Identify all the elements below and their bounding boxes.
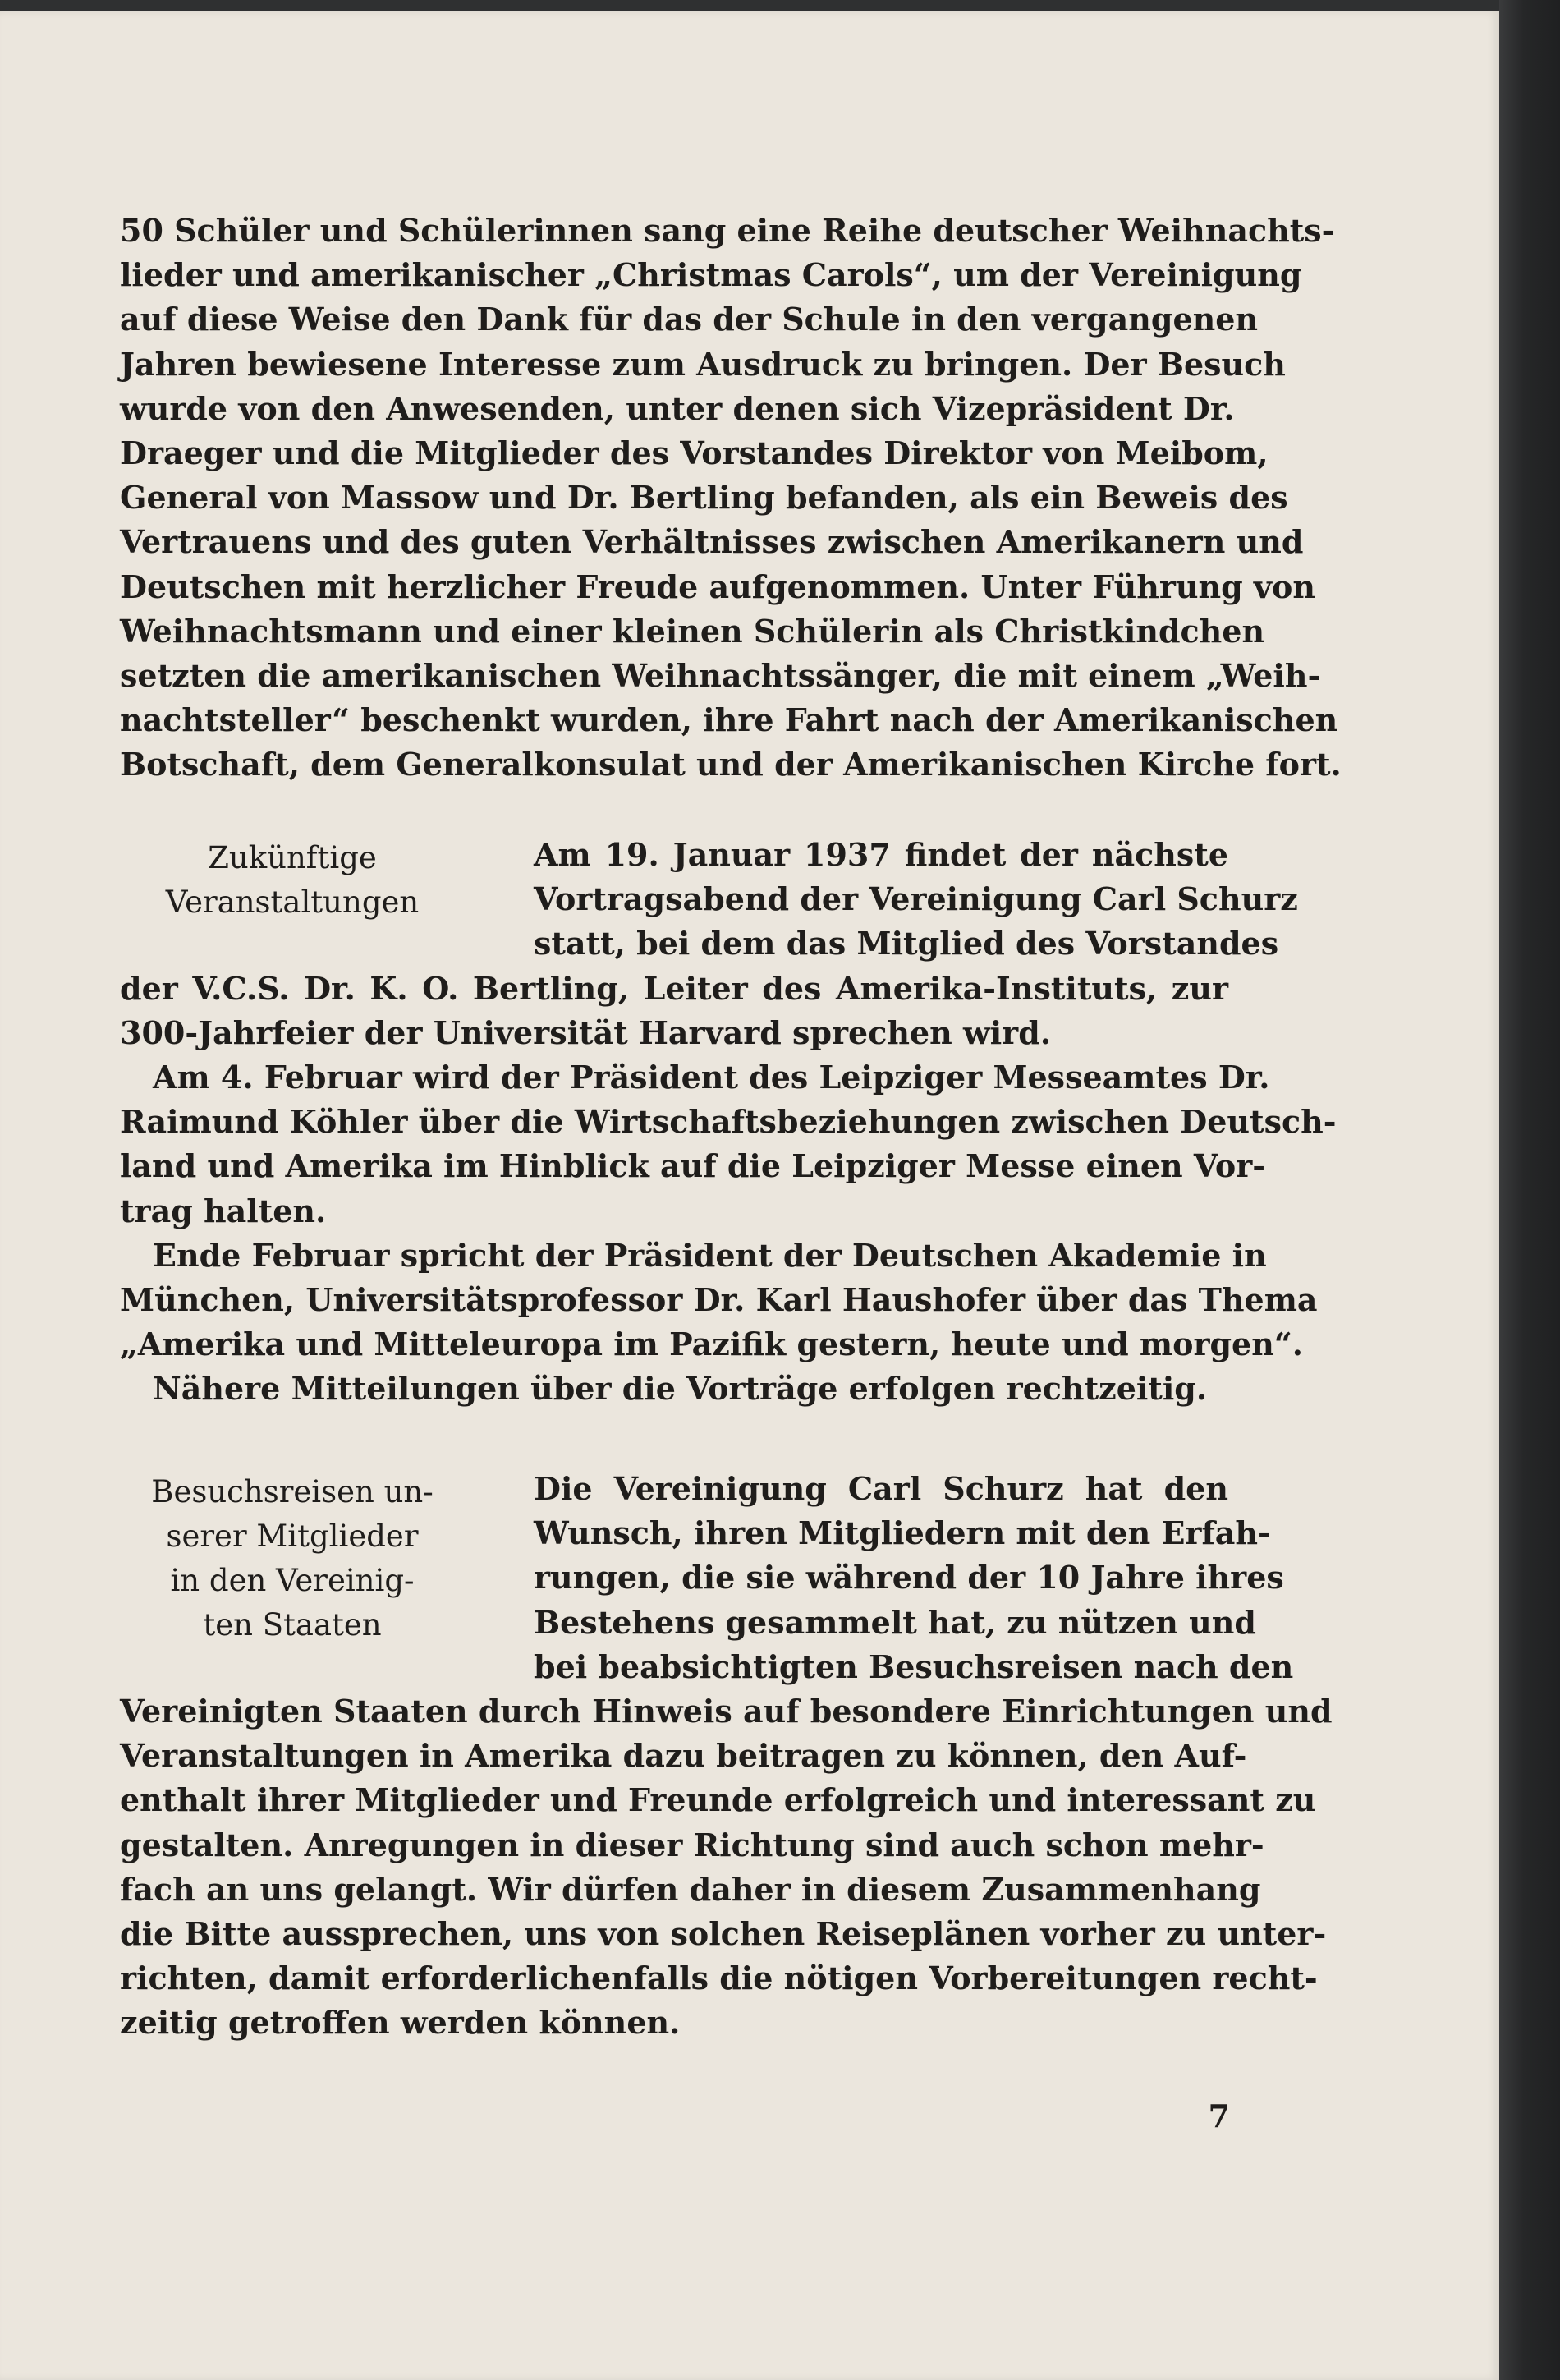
text-line: Raimund Köhler über die Wirtschaftsbeziehungen zwischen Deutsch- <box>120 1103 1337 1141</box>
text-line: fach an uns gelangt. Wir dürfen daher in diesem Zusammenhang <box>120 1870 1261 1908</box>
text-line: trag halten. <box>120 1192 327 1229</box>
margin-heading-line: Zukünftige <box>208 840 377 875</box>
text-line: der V.C.S. Dr. K. O. Bertling, Leiter des Amerika-Instituts, zur <box>120 969 1228 1007</box>
text-line: richten, damit erforderlichenfalls die nötigen Vorbereitungen recht- <box>120 1960 1318 1997</box>
text-line: gestalten. Anregungen in dieser Richtung sind auch schon mehr- <box>120 1826 1264 1863</box>
intro-paragraph <box>120 209 1342 787</box>
text-line: wurde von den Anwesenden, unter denen sich Vizepräsident Dr. <box>120 389 1235 427</box>
margin-heading-line: ten Staaten <box>203 1607 382 1643</box>
margin-heading-line: serer Mitglieder <box>166 1519 419 1554</box>
text-line: München, Universitätsprofessor Dr. Karl Haushofer über das Thema <box>120 1280 1318 1318</box>
text-line: Die Vereinigung Carl Schurz hat den <box>534 1470 1228 1507</box>
text-line: Ende Februar spricht der Präsident der Deutschen Akademie in <box>153 1236 1267 1274</box>
text-line: lieder und amerikanischer „Christmas Carols“, um der Vereinigung <box>120 256 1302 294</box>
text-line: Bestehens gesammelt hat, zu nützen und <box>534 1603 1256 1641</box>
text-line: 50 Schüler und Schülerinnen sang eine Reihe deutscher Weihnachts- <box>120 212 1335 249</box>
document-page <box>0 11 1499 2380</box>
text-line: 300-Jahrfeier der Universität Harvard sprechen wird. <box>120 1013 1051 1051</box>
text-line: setzten die amerikanischen Weihnachtssänger, die mit einem „Weih- <box>120 656 1321 694</box>
text-line: land und Amerika im Hinblick auf die Leipziger Messe einen Vor- <box>120 1147 1266 1185</box>
section-side-text <box>534 833 1298 967</box>
margin-heading-member-visits <box>120 1470 465 1647</box>
text-line: Vertrauens und des guten Verhältnisses zwischen Amerikanern und <box>120 523 1304 561</box>
text-line: Vereinigten Staaten durch Hinweis auf besondere Einrichtungen und <box>120 1693 1333 1730</box>
margin-heading-future-events <box>120 836 465 925</box>
text-line: Wunsch, ihren Mitgliedern mit den Erfah- <box>534 1514 1271 1552</box>
section-member-visits <box>120 1467 1333 2058</box>
section-body-text <box>120 1689 1333 2046</box>
text-line: Am 4. Februar wird der Präsident des Leipziger Messeamtes Dr. <box>153 1058 1270 1096</box>
text-line: Jahren bewiesene Interesse zum Ausdruck zu bringen. Der Besuch <box>120 345 1286 383</box>
text-line: bei beabsichtigten Besuchsreisen nach den <box>534 1647 1294 1685</box>
text-line: auf diese Weise den Dank für das der Schule in den vergangenen <box>120 301 1259 338</box>
text-line: Veranstaltungen in Amerika dazu beitragen zu können, den Auf- <box>120 1737 1247 1775</box>
text-line: zeitig getroffen werden können. <box>120 2004 681 2042</box>
section-side-text <box>534 1467 1294 1689</box>
text-line: Am 19. Januar 1937 findet der nächste <box>534 836 1228 873</box>
margin-heading-line: Besuchsreisen un- <box>151 1474 434 1509</box>
text-line: Vortragsabend der Vereinigung Carl Schurz <box>534 880 1298 918</box>
page-number: 7 <box>1208 2097 1230 2134</box>
text-line: General von Massow und Dr. Bertling befanden, als ein Beweis des <box>120 479 1288 517</box>
text-line: Weihnachtsmann und einer kleinen Schülerin als Christkindchen <box>120 612 1265 650</box>
text-line: die Bitte aussprechen, uns von solchen Reiseplänen vorher zu unter- <box>120 1914 1327 1952</box>
text-line: „Amerika und Mitteleuropa im Pazifik gestern, heute und morgen“. <box>120 1326 1303 1363</box>
section-future-events <box>120 833 1337 1408</box>
text-line: nachtsteller“ beschenkt wurden, ihre Fahrt nach der Amerikanischen <box>120 701 1338 739</box>
margin-heading-line: Veranstaltungen <box>165 884 420 920</box>
section-body-text <box>120 967 1337 1412</box>
margin-heading-line: in den Vereinig- <box>170 1563 415 1598</box>
text-line: Botschaft, dem Generalkonsulat und der Amerikanischen Kirche fort. <box>120 746 1342 783</box>
text-line: Draeger und die Mitglieder des Vorstandes Direktor von Meibom, <box>120 434 1269 471</box>
text-line: Deutschen mit herzlicher Freude aufgenommen. Unter Führung von <box>120 567 1315 605</box>
text-line: rungen, die sie während der 10 Jahre ihres <box>534 1559 1284 1597</box>
text-line: enthalt ihrer Mitglieder und Freunde erfolgreich und interessant zu <box>120 1781 1316 1819</box>
text-line: statt, bei dem das Mitglied des Vorstandes <box>534 925 1279 963</box>
text-line: Nähere Mitteilungen über die Vorträge erfolgen rechtzeitig. <box>153 1370 1208 1408</box>
book-edge <box>1499 0 1560 2380</box>
